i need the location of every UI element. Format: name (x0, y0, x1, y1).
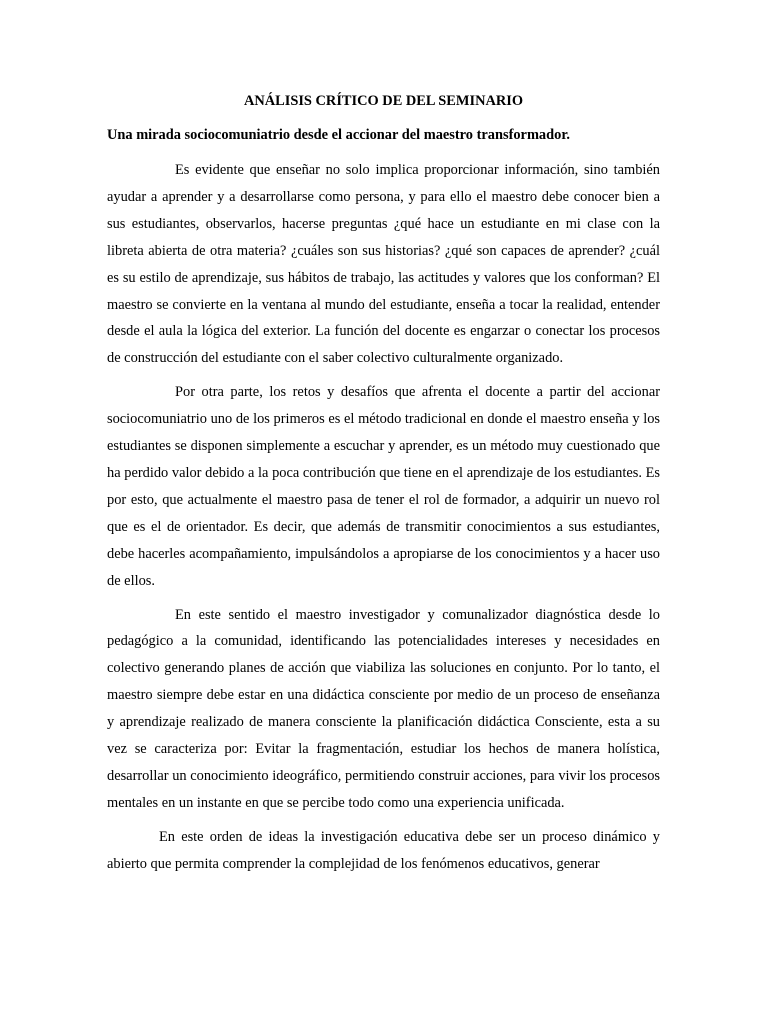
document-subtitle: Una mirada sociocomuniatrio desde el accionar del maestro transformador. (107, 127, 570, 143)
paragraph-2: Por otra parte, los retos y desafíos que afrenta el docente a partir del accionar sociocomuniatrio uno de los primeros es el método tradicional en donde el maestro enseña y los estudiantes se disponen simplemente a escuchar y aprender, es un método muy cuestionado que ha perdido valor debido a la poca contribución que tiene en el aprendizaje de los estudiantes. Es por esto, que actualmente el maestro pasa de tener el rol de formador, a adquirir un nuevo rol que es el de orientador. Es decir, que además de transmitir conocimientos a sus estudiantes, debe hacerles acompañamiento, impulsándolos a apropiarse de los conocimientos y a hacer uso de ellos. (107, 384, 660, 589)
paragraph-4: En este orden de ideas la investigación educativa debe ser un proceso dinámico y abierto que permita comprender la complejidad de los fenómenos educativos, generar (107, 828, 660, 872)
document-title: ANÁLISIS CRÍTICO DE DEL SEMINARIO (243, 93, 524, 109)
paragraph-3: En este sentido el maestro investigador y comunalizador diagnóstica desde lo pedagógico a la comunidad, identificando las potencialidades intereses y necesidades en colectivo generando planes de acción que viabiliza las soluciones en conjunto. Por lo tanto, el maestro siempre debe estar en una didáctica consciente por medio de un proceso de enseñanza y aprendizaje realizado de manera consciente la planificación didáctica Consciente, esta a su vez se caracteriza por: Evitar la fragmentación, estudiar los hechos de manera holística, desarrollar un conocimiento ideográfico, permitiendo construir acciones, para vivir los procesos mentales en un instante en que se percibe todo como una experiencia unificada. (107, 606, 660, 811)
document-page (107, 88, 660, 885)
paragraph-1: Es evidente que enseñar no solo implica proporcionar información, sino también ayudar a aprender y a desarrollarse como persona, y para ello el maestro debe conocer bien a sus estudiantes, observarlos, hacerse preguntas ¿qué hace un estudiante en mi clase con la libreta abierta de otra materia? ¿cuáles son sus historias? ¿qué son capaces de aprender? ¿cuál es su estilo de aprendizaje, sus hábitos de trabajo, las actitudes y valores que los conforman? El maestro se convierte en la ventana al mundo del estudiante, enseña a tocar la realidad, entender desde el aula la lógica del exterior. La función del docente es engarzar o conectar los procesos de construcción del estudiante con el saber colectivo culturalmente organizado. (107, 162, 660, 367)
